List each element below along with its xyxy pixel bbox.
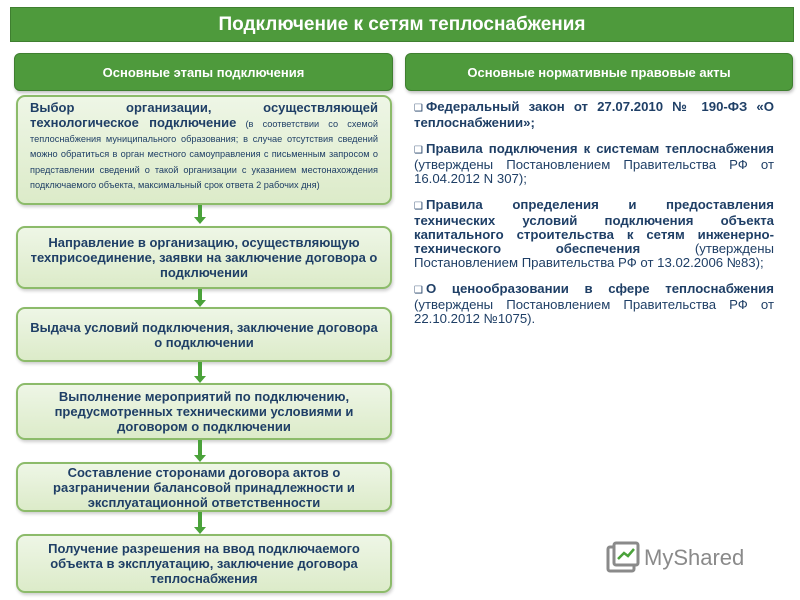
act-2-details: (утверждены Постановлением Правительства РФ от 16.04.2012 N 307);: [414, 157, 774, 186]
legal-act-item: [414, 100, 774, 130]
act-3-title: Правила определения и предоставления технических условий подключения объекта капитального строительства к сетям инженерно-технического обеспечения: [414, 197, 774, 256]
checkbox-bullet-icon: ❑: [414, 285, 423, 296]
step-send-application: [16, 226, 392, 289]
step-obtain-permit: [16, 534, 392, 593]
checkbox-bullet-icon: ❑: [414, 201, 423, 212]
step-issue-conditions: [16, 307, 392, 362]
flow-arrow-icon: [194, 512, 206, 534]
watermark-text: MyShared: [644, 545, 745, 570]
myshared-logo-icon: [606, 541, 640, 575]
legal-act-item: [414, 282, 774, 326]
step-perform-connection: [16, 383, 392, 440]
act-1-title: Федеральный закон от 27.07.2010 № 190-ФЗ «О теплоснабжении»;: [414, 99, 774, 130]
checkbox-bullet-icon: ❑: [414, 145, 423, 156]
myshared-watermark: [606, 540, 744, 576]
step-1-main-text: Выбор организации, осуществляющей технологическое подключение: [30, 100, 378, 130]
page-title: Подключение к сетям теплоснабжения: [10, 7, 794, 42]
flow-arrow-icon: [194, 289, 206, 307]
step-select-organization: [16, 95, 392, 205]
act-3-details: (утверждены Постановлением Правительства РФ от 13.02.2006 №83);: [414, 241, 775, 270]
flow-arrow-icon: [194, 205, 206, 224]
legal-act-item: [414, 142, 774, 186]
flow-arrow-icon: [194, 440, 206, 462]
act-4-details: (утверждены Постановлением Правительства РФ от 22.10.2012 №1075).: [414, 297, 774, 326]
step-3-text: Выдача условий подключения, заключение договора о подключении: [30, 319, 378, 350]
step-1-note-text: (в соответствии со схемой теплоснабжения муниципального образования; в случае отсутствия сведений можно обратиться в орган местного самоуправления с письменным запросом о представлении сведений о такой организации с указанием местонахождения подключаемого объекта, максимальный срок ответа 2 рабочих дня): [30, 119, 378, 190]
checkbox-bullet-icon: ❑: [414, 103, 423, 114]
flow-arrow-icon: [194, 362, 206, 383]
step-4-text: Выполнение мероприятий по подключению, предусмотренных техническими условиями и договором о подключении: [54, 389, 354, 434]
legal-act-item: [414, 198, 774, 270]
step-2-text: Направление в организацию, осуществляющую техприсоединение, заявки на заключение договора о подключении: [30, 235, 378, 280]
act-4-title: О ценообразовании в сфере теплоснабжения: [425, 281, 774, 296]
legal-acts-list: [414, 100, 774, 338]
step-draw-up-acts: [16, 462, 392, 512]
act-2-title: Правила подключения к системам теплоснабжения: [425, 141, 774, 156]
legal-acts-header: Основные нормативные правовые акты: [405, 53, 793, 91]
stages-header: Основные этапы подключения: [14, 53, 393, 91]
step-5-text: Составление сторонами договора актов о разграничении балансовой принадлежности и эксплуатационной ответственности: [53, 464, 355, 510]
step-6-text: Получение разрешения на ввод подключаемого объекта в эксплуатацию, заключение договора теплоснабжения: [48, 541, 360, 586]
